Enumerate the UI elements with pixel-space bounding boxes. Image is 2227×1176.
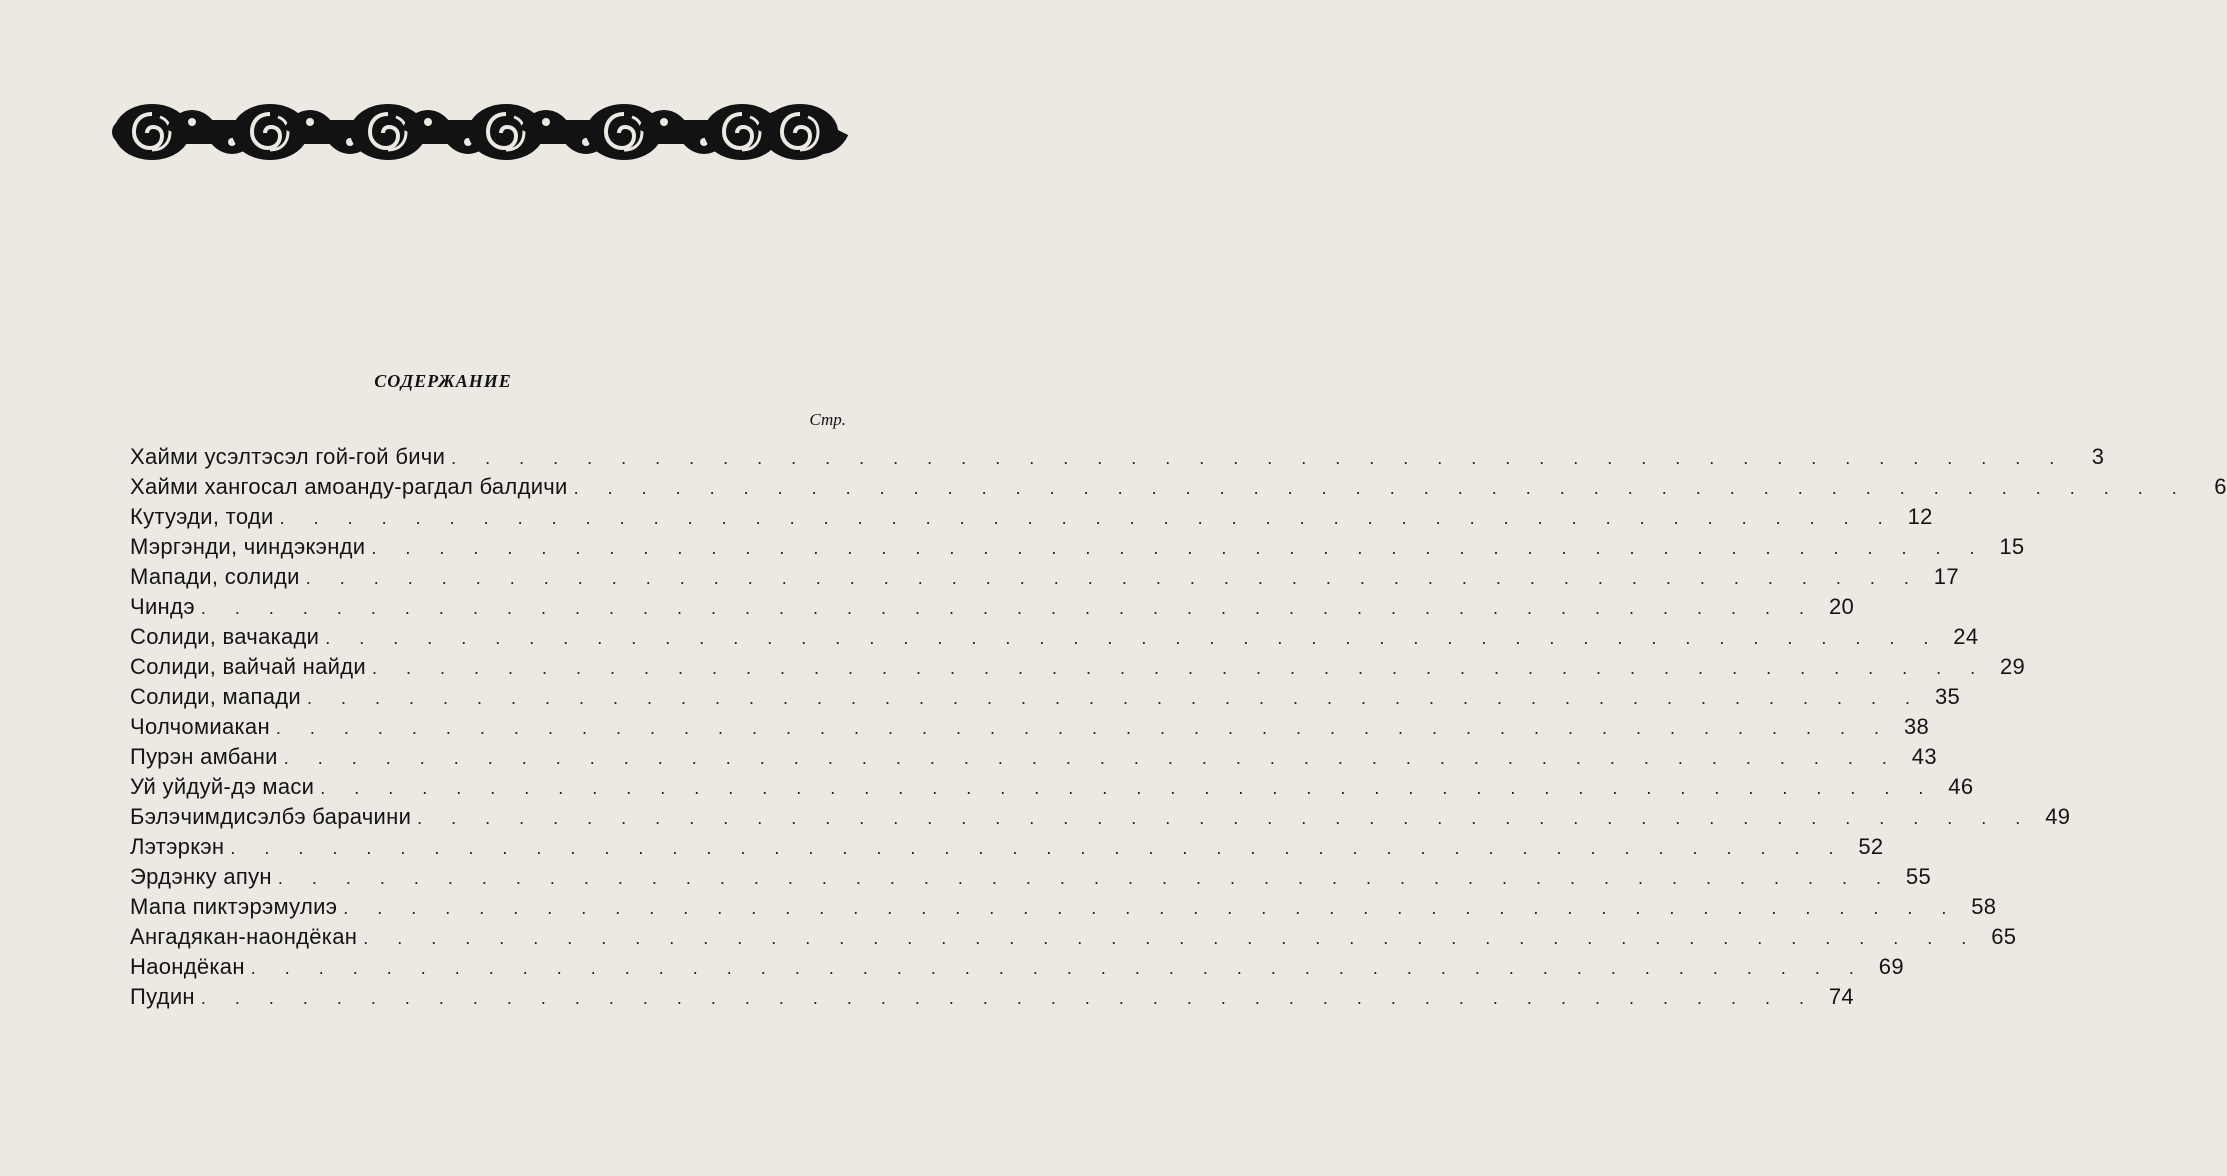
toc-leader-dots: . . . . . . . . . . . . . . . . . . . . . . . . . . . . . . . . . . . . . . . . . . . . . . . . — [250, 958, 1866, 978]
ornamental-scroll-border-icon — [112, 92, 838, 172]
toc-entry-title: Чиндэ — [130, 594, 195, 619]
toc-entry-title: Чолчомиакан — [130, 714, 270, 739]
toc-leader-dots: . . . . . . . . . . . . . . . . . . . . . . . . . . . . . . . . . . . . . . . . . . . . . . . . — [325, 628, 1941, 648]
toc-leader-dots: . . . . . . . . . . . . . . . . . . . . . . . . . . . . . . . . . . . . . . . . . . . . . . . . — [451, 448, 2067, 468]
toc-entry[interactable] — [130, 832, 1884, 862]
toc-entry-page: 52 — [1858, 834, 1884, 859]
toc-entry-title: Хайми хангосал амоанду-рагдал балдичи — [130, 474, 568, 499]
toc-leader-dots: . . . . . . . . . . . . . . . . . . . . . . . . . . . . . . . . . . . . . . . . . . . . . . . . — [573, 478, 2189, 498]
toc-entry[interactable] — [130, 712, 1930, 742]
toc-leader-dots: . . . . . . . . . . . . . . . . . . . . . . . . . . . . . . . . . . . . . . . . . . . . . . . . — [277, 868, 1893, 888]
toc-entry-title: Ангадякан-наондёкан — [130, 924, 358, 949]
toc-entry-title: Хайми усэлтэсэл гой-гой бичи — [130, 444, 446, 469]
toc-heading: СОДЕРЖАНИЕ — [374, 371, 512, 391]
toc-leader-dots: . . . . . . . . . . . . . . . . . . . . . . . . . . . . . . . . . . . . . . . . . . . . . . . . — [275, 718, 1892, 738]
toc-entry-page: 38 — [1903, 714, 1930, 739]
toc-leader-dots: . . . . . . . . . . . . . . . . . . . . . . . . . . . . . . . . . . . . . . . . . . . . . . . . — [371, 538, 1987, 558]
toc-entry-title: Кутуэди, тоди — [130, 504, 274, 529]
toc-leader-dots: . . . . . . . . . . . . . . . . . . . . . . . . . . . . . . . . . . . . . . . . . . . . . . . . — [371, 658, 1988, 678]
toc-entry-title: Уй уйдуй-дэ маси — [130, 774, 315, 799]
toc-entry-title: Мапади, солиди — [130, 564, 300, 589]
toc-entry[interactable] — [130, 442, 2105, 472]
toc-entry[interactable] — [130, 862, 1931, 892]
toc-entry-page: 6 — [2214, 474, 2227, 499]
toc-entry-page: 49 — [2045, 804, 2071, 829]
toc-entry[interactable] — [130, 472, 2227, 502]
toc-entry[interactable] — [130, 562, 1959, 592]
toc-entry-page: 17 — [1933, 564, 1959, 589]
toc-entry-page: 24 — [1953, 624, 1979, 649]
toc-entry[interactable] — [130, 622, 1979, 652]
toc-entry[interactable] — [130, 952, 1904, 982]
toc-entry-title: Солиди, вайчай найди — [130, 654, 366, 679]
toc-leader-dots: . . . . . . . . . . . . . . . . . . . . . . . . . . . . . . . . . . . . . . . . . . . . . . . . — [306, 688, 1923, 708]
toc-entry[interactable] — [130, 742, 1937, 772]
toc-entry[interactable] — [130, 802, 2071, 832]
toc-leader-dots: . . . . . . . . . . . . . . . . . . . . . . . . . . . . . . . . . . . . . . . . . . . . . . . . — [283, 748, 1899, 768]
toc-entry-page: 58 — [1971, 894, 1997, 919]
toc-entry-title: Пурэн амбани — [130, 744, 278, 769]
toc-entry-page: 15 — [1999, 534, 2025, 559]
toc-entry-page: 43 — [1911, 744, 1937, 769]
toc-entry[interactable] — [130, 682, 1961, 712]
toc-entry[interactable] — [130, 892, 1997, 922]
toc-leader-dots: . . . . . . . . . . . . . . . . . . . . . . . . . . . . . . . . . . . . . . . . . . . . . . . . — [200, 988, 1816, 1008]
toc-entry-page: 65 — [1991, 924, 2017, 949]
toc-leader-dots: . . . . . . . . . . . . . . . . . . . . . . . . . . . . . . . . . . . . . . . . . . . . . . . . — [200, 598, 1817, 618]
toc-leader-dots: . . . . . . . . . . . . . . . . . . . . . . . . . . . . . . . . . . . . . . . . . . . . . . . . — [343, 898, 1959, 918]
toc-entry[interactable] — [130, 532, 2025, 562]
toc-leader-dots: . . . . . . . . . . . . . . . . . . . . . . . . . . . . . . . . . . . . . . . . . . . . . . . . — [279, 508, 1895, 528]
toc-entry-page: 12 — [1907, 504, 1933, 529]
toc-leader-dots: . . . . . . . . . . . . . . . . . . . . . . . . . . . . . . . . . . . . . . . . . . . . . . . . — [320, 778, 1936, 798]
toc-entry-page: 29 — [2000, 654, 2026, 679]
toc-leader-dots: . . . . . . . . . . . . . . . . . . . . . . . . . . . . . . . . . . . . . . . . . . . . . . . . — [417, 808, 2033, 828]
toc-entry-title: Мапа пиктэрэмулиэ — [130, 894, 338, 919]
toc-entry-title: Мэргэнди, чиндэкэнди — [130, 534, 366, 559]
toc-entry-page: 55 — [1905, 864, 1931, 889]
toc-entry[interactable] — [130, 982, 1854, 1012]
toc-entry-title: Эрдэнку апун — [130, 864, 272, 889]
toc-entry-title: Наондёкан — [130, 954, 245, 979]
toc-entry-title: Бэлэчимдисэлбэ барачини — [130, 804, 412, 829]
page-column-label: Стр. — [809, 410, 846, 429]
toc-entry-page: 35 — [1934, 684, 1961, 709]
toc-entry-page: 69 — [1878, 954, 1904, 979]
toc-entry-title: Лэтэркэн — [130, 834, 225, 859]
toc-entry[interactable] — [130, 652, 2026, 682]
toc-entry-title: Солиди, вачакади — [130, 624, 320, 649]
toc-entry-page: 74 — [1828, 984, 1854, 1009]
toc-entry-page: 3 — [2091, 444, 2105, 469]
toc-entry[interactable] — [130, 922, 2017, 952]
toc-entry[interactable] — [130, 772, 1974, 802]
toc-list — [130, 442, 2227, 1012]
toc-entry[interactable] — [130, 592, 1855, 622]
toc-leader-dots: . . . . . . . . . . . . . . . . . . . . . . . . . . . . . . . . . . . . . . . . . . . . . . . . — [305, 568, 1921, 588]
toc-leader-dots: . . . . . . . . . . . . . . . . . . . . . . . . . . . . . . . . . . . . . . . . . . . . . . . . — [363, 928, 1979, 948]
toc-entry-title: Пудин — [130, 984, 195, 1009]
toc-leader-dots: . . . . . . . . . . . . . . . . . . . . . . . . . . . . . . . . . . . . . . . . . . . . . . . . — [230, 838, 1846, 858]
toc-entry-title: Солиди, мапади — [130, 684, 301, 709]
toc-entry-page: 46 — [1948, 774, 1974, 799]
toc-entry[interactable] — [130, 502, 1933, 532]
toc-entry-page: 20 — [1828, 594, 1855, 619]
